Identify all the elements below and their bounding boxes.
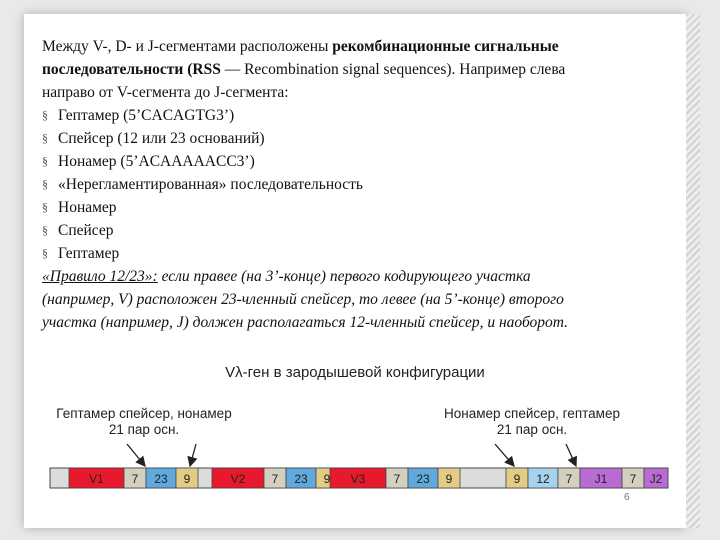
left-label-line1: Гептамер спейсер, нонамер (56, 406, 232, 421)
intro-line1-bold: рекомбинационные сигнальные (332, 38, 559, 55)
segment-label-3: 9 (183, 472, 191, 486)
segment-label-4: V2 (230, 472, 246, 486)
segment-label-16: 7 (629, 472, 637, 486)
segment-label-17: J2 (649, 472, 663, 486)
bullet-text: Нонамер (5’ACAAAAACC3’) (58, 153, 255, 170)
intro-line3: направо от V-сегмента до J-сегмента: (42, 84, 289, 101)
segment-label-15: J1 (594, 472, 608, 486)
bullet-marker: § (42, 177, 48, 191)
rule-title: «Правило 12/23»: (42, 268, 158, 285)
bullet-marker: § (42, 223, 48, 237)
right-label-line2: 21 пар осн. (496, 422, 568, 437)
slide-page (24, 14, 686, 528)
rule-line2: (например, V) расположен 23-членный спейсер, то левее (на 5’-конце) второго (42, 291, 564, 308)
bullet-text: Гептамер (5’CACAGTG3’) (58, 107, 235, 124)
segment-label-11: 9 (445, 472, 453, 486)
bullet-text: Спейсер (12 или 23 оснований) (58, 130, 265, 147)
bullet-text: Спейсер (58, 222, 114, 239)
intro-line1-pre: Между V-, D- и J-сегментами расположены (42, 38, 333, 55)
segment-label-6: 23 (294, 472, 308, 486)
figure-title: Vλ-ген в зародышевой конфигурации (225, 364, 485, 381)
page-number: 6 (624, 492, 630, 503)
left-arrow-2 (190, 444, 196, 466)
bullet-marker: § (42, 131, 48, 145)
bullet-marker: § (42, 200, 48, 214)
bullet-marker: § (42, 246, 48, 260)
right-label-line1: Нонамер спейсер, гептамер (444, 406, 620, 421)
segment-label-9: 7 (393, 472, 401, 486)
segment-label-5: 7 (271, 472, 279, 486)
right-arrow-1 (495, 444, 514, 466)
intro-line2-bold: последовательности (RSS (42, 61, 221, 78)
bullet-text: Нонамер (58, 199, 117, 216)
segment-label-1: 7 (131, 472, 139, 486)
bullet-marker: § (42, 108, 48, 122)
segment-label-14: 7 (565, 472, 573, 486)
segment-label-2: 23 (154, 472, 168, 486)
bullet-text: Гептамер (58, 245, 120, 262)
bullet-marker: § (42, 154, 48, 168)
intro-line2-rest: — Recombination signal sequences). Например слева (220, 61, 566, 78)
left-arrow-1 (127, 444, 145, 466)
bullet-text: «Нерегламентированная» последовательность (58, 176, 363, 193)
right-arrow-2 (566, 444, 576, 466)
segment-label-8: V3 (350, 472, 366, 486)
segment-label-7: 9 (323, 472, 331, 486)
segment-label-0: V1 (89, 472, 104, 486)
rule-line3: участка (например, J) должен располагаться 12-членный спейсер, и наоборот. (42, 314, 569, 331)
rule-line1: если правее (на 3’-конце) первого кодирующего участка (157, 268, 531, 285)
left-label-line2: 21 пар осн. (108, 422, 180, 437)
segment-label-13: 12 (536, 472, 550, 486)
segment-row (50, 468, 668, 488)
segment-label-12: 9 (513, 472, 521, 486)
segment-label-10: 23 (416, 472, 430, 486)
gene-diagram (24, 14, 686, 528)
